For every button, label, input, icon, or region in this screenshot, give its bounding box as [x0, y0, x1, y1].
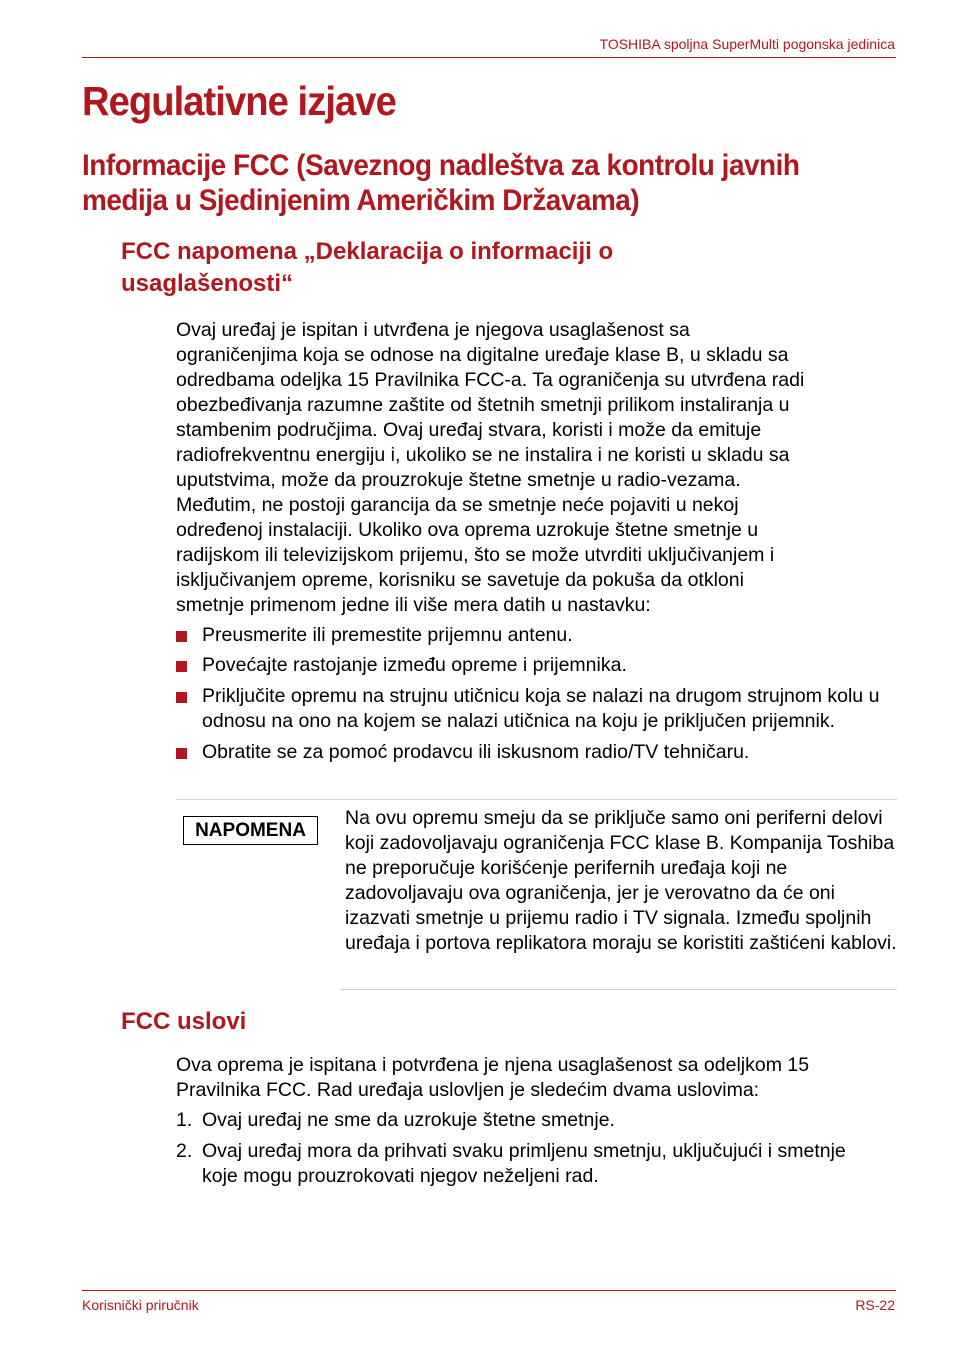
- heading-line: usaglašenosti“: [121, 270, 294, 297]
- page-number: RS-22: [855, 1297, 895, 1313]
- note-label: NAPOMENA: [183, 816, 318, 845]
- paragraph-line: radiofrekventnu energiju i, ukoliko se ne instalira i ne koristi u skladu sa: [176, 444, 790, 466]
- paragraph-line: smetnje primenom jedne ili više mera datih u nastavku:: [176, 594, 651, 616]
- paragraph-line: Međutim, ne postoji garancija da se smetnje neće pojaviti u nekoj: [176, 494, 739, 516]
- list-item: [176, 740, 906, 765]
- paragraph-line: stambenim područjima. Ovaj uređaj stvara, koristi i može da emituje: [176, 419, 762, 441]
- paragraph-line: isključivanjem opreme, korisniku se savetuje da pokuša da otkloni: [176, 569, 744, 591]
- paragraph-line: određenoj instalaciji. Ukoliko ova oprema uzrokuje štetne smetnje u: [176, 519, 759, 541]
- bullet-square-icon: [176, 748, 187, 759]
- footer-manual-title: Korisnički priručnik: [82, 1297, 199, 1313]
- subsection-heading-fcc-conditions: FCC uslovi: [121, 1008, 247, 1035]
- paragraph-line: odredbama odeljka 15 Pravilnika FCC-a. Ta ograničenja su utvrđena radi: [176, 369, 805, 391]
- item-number: 2.: [176, 1140, 193, 1162]
- bullet-text: Priključite opremu na strujnu utičnicu koja se nalazi na drugom strujnom kolu u odnosu na ono na kojem se nalazi utičnica na koju je priključen prijemnik.: [202, 685, 880, 732]
- list-item: [176, 1139, 882, 1189]
- paragraph-line: obezbeđivanja razumne zaštite od štetnih smetnji prilikom instaliranja u: [176, 394, 790, 416]
- footer-rule: [82, 1290, 896, 1291]
- bullet-square-icon: [176, 661, 187, 672]
- note-bottom-rule: [341, 989, 897, 990]
- header-rule: [82, 57, 896, 58]
- header-title: TOSHIBA spoljna SuperMulti pogonska jedinica: [599, 36, 895, 52]
- paragraph-line: ograničenjima koja se odnose na digitalne uređaje klase B, u skladu sa: [176, 344, 789, 366]
- list-item: [176, 623, 906, 648]
- paragraph-line: Ovaj uređaj je ispitan i utvrđena je njegova usaglašenost sa: [176, 319, 690, 341]
- subsection-heading-fcc-notice: [121, 236, 821, 300]
- list-item: [176, 653, 906, 678]
- bullet-square-icon: [176, 631, 187, 642]
- note-top-rule: [176, 799, 897, 800]
- heading-line: medija u Sjedinjenim Američkim Državama): [82, 184, 640, 217]
- bullet-square-icon: [176, 692, 187, 703]
- item-text: Ovaj uređaj ne sme da uzrokuje štetne smetnje.: [202, 1109, 615, 1131]
- note-text: Na ovu opremu smeju da se priključe samo oni periferni delovi koji zadovoljavaju ograničenja FCC klase B. Kompanija Toshiba ne preporučuje korišćenje perifernih uređaja koji ne zadovoljavaju ova ograničenja, jer je verovatno da će oni izazvati smetnje u prijemu radio i TV signala. Između spoljnih uređaja i portova replikatora moraju se koristiti zaštićeni kablovi.: [345, 807, 897, 954]
- heading-line: FCC napomena „Deklaracija o informaciji o: [121, 238, 614, 265]
- bullet-text: Povećajte rastojanje između opreme i prijemnika.: [202, 654, 627, 676]
- paragraph-line: uputstvima, može da prouzrokuje štetne smetnje u radio-vezama.: [176, 469, 741, 491]
- list-item: [176, 1108, 906, 1133]
- mitigation-bullet-list: [176, 623, 906, 765]
- heading-line: Informacije FCC (Saveznog nadleštva za kontrolu javnih: [82, 149, 800, 182]
- page-title: Regulativne izjave: [82, 78, 396, 124]
- section-heading-fcc-information: [82, 148, 900, 218]
- fcc-conditions-paragraph: Ova oprema je ispitana i potvrđena je njena usaglašenost sa odeljkom 15 Pravilnika FCC. Rad uređaja uslovljen je sledećim dvama uslovima:: [176, 1054, 810, 1101]
- fcc-notice-paragraph: [176, 318, 906, 618]
- item-text: Ovaj uređaj mora da prihvati svaku primljenu smetnju, uključujući i smetnje koje mogu prouzrokovati njegov neželjeni rad.: [202, 1140, 846, 1187]
- list-item: [176, 684, 892, 734]
- conditions-numbered-list: [176, 1108, 906, 1189]
- bullet-text: Preusmerite ili premestite prijemnu antenu.: [202, 624, 573, 646]
- paragraph-line: radijskom ili televizijskom prijemu, što se može utvrditi uključivanjem i: [176, 544, 775, 566]
- item-number: 1.: [176, 1109, 193, 1131]
- bullet-text: Obratite se za pomoć prodavcu ili iskusnom radio/TV tehničaru.: [202, 741, 750, 763]
